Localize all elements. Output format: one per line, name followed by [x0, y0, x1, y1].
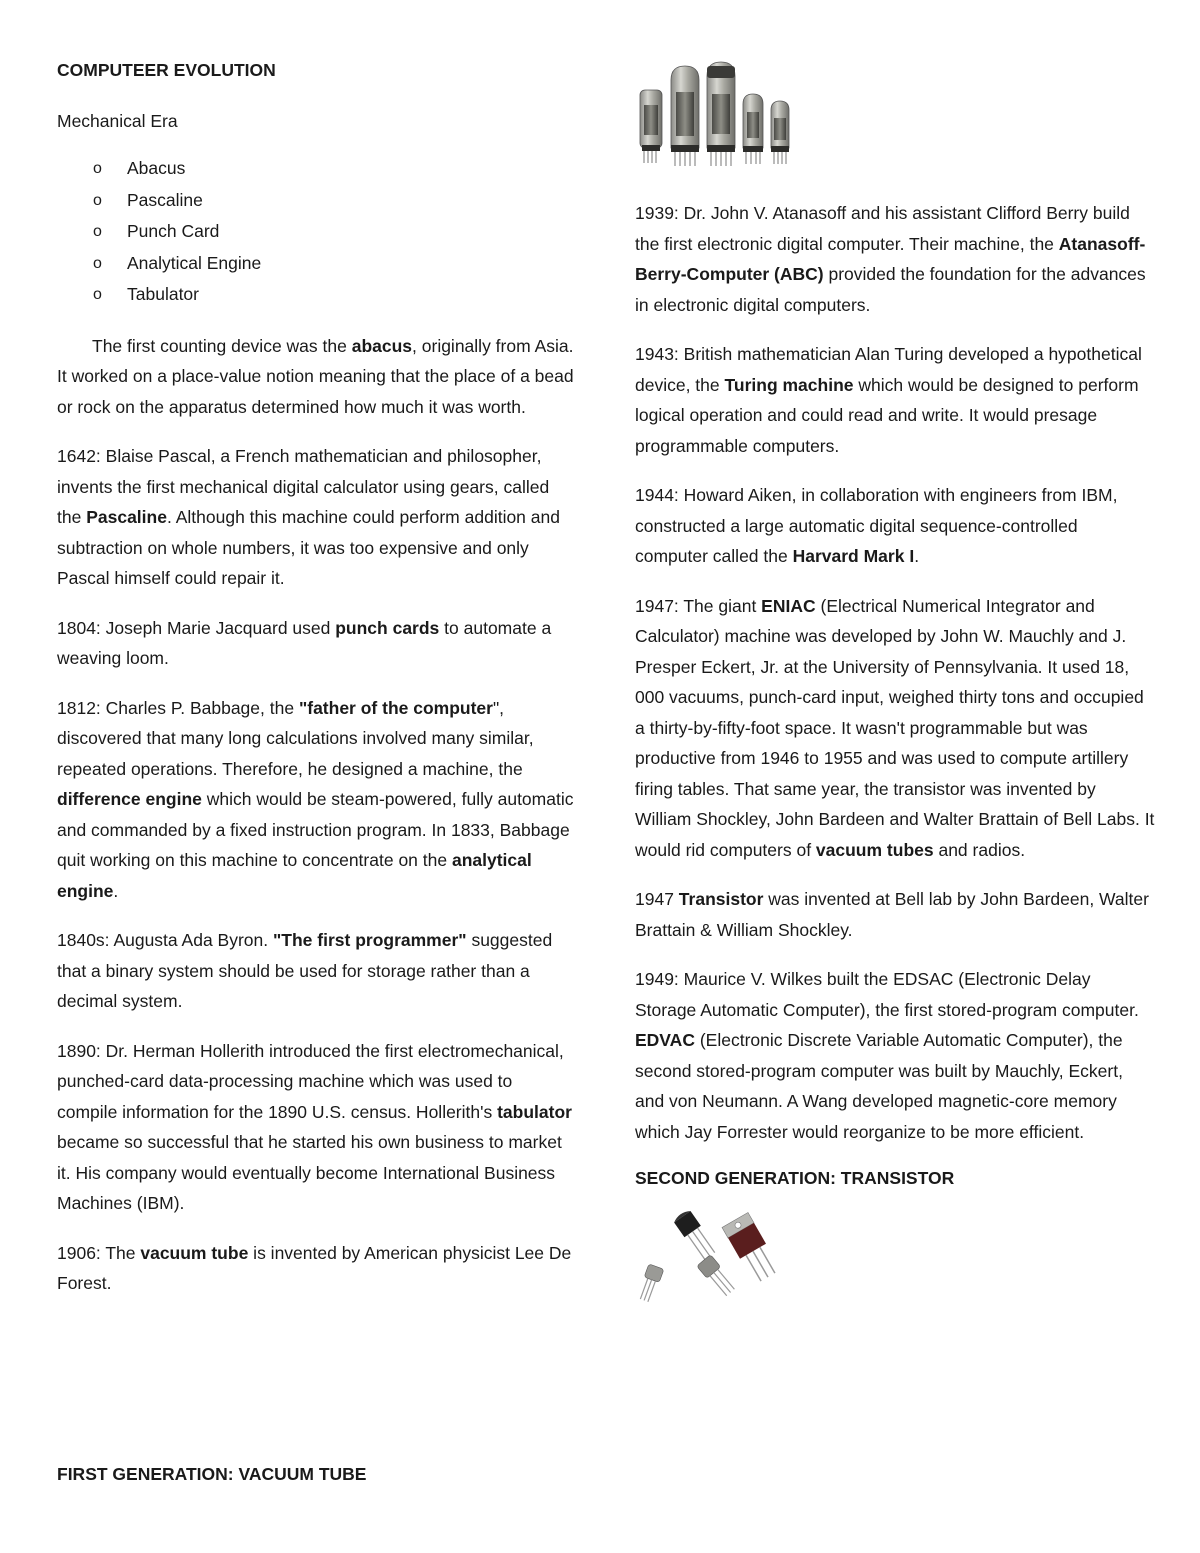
- bold-term: difference engine: [57, 789, 202, 809]
- transistor-1: [672, 1209, 718, 1262]
- timeline-paragraph-1812: [57, 693, 577, 907]
- text-run: 1947: [635, 889, 679, 909]
- list-item: o Abacus: [57, 153, 577, 185]
- timeline-paragraph-1947-transistor: [635, 884, 1155, 945]
- text-run: 1840s: Augusta Ada Byron.: [57, 930, 273, 950]
- bold-term: Pascaline: [86, 507, 167, 527]
- bold-term: abacus: [351, 335, 413, 356]
- timeline-paragraph-1642: [57, 441, 577, 594]
- timeline-paragraph-1890: [57, 1036, 577, 1219]
- vacuum-tube-3: [707, 62, 735, 166]
- text-run: became so successful that he started his own business to market it. His company would eventually become International Business Machines (IBM).: [57, 1132, 562, 1213]
- bold-term: Atanasoff-Berry-Computer (ABC): [635, 233, 1146, 284]
- vacuum-tube-1: [640, 90, 662, 163]
- text-run: which would be designed to perform logical operation and could read and write. It would presage programmable computers.: [635, 374, 1139, 456]
- timeline-paragraph-1943: [635, 339, 1155, 461]
- bold-term: punch cards: [335, 617, 440, 638]
- bold-term: "The first programmer": [273, 930, 467, 950]
- timeline-paragraph-1939: [635, 198, 1155, 320]
- vacuum-tube-4: [743, 94, 763, 164]
- timeline-paragraph-1840s: [57, 925, 577, 1017]
- text-run: 1890: Dr. Herman Hollerith introduced the first electromechanical, punched-card data-processing machine which was used to compile information for the 1890 U.S. census. Hollerith's: [57, 1040, 564, 1122]
- text-run: 1949: Maurice V. Wilkes built the EDSAC (Electronic Delay Storage Automatic Computer), the first stored-program computer.: [635, 969, 1139, 1020]
- timeline-paragraph-1906: [57, 1238, 577, 1299]
- text-run: ", discovered that many long calculations involved many similar, repeated operations. Therefore, he designed a machine, the: [57, 697, 534, 779]
- timeline-paragraph-1804: [57, 613, 577, 674]
- list-item: o Analytical Engine: [57, 248, 577, 280]
- vacuum-tube-2: [671, 66, 699, 166]
- timeline-paragraph-1949: [635, 964, 1155, 1147]
- list-item: o Pascaline: [57, 185, 577, 217]
- text-run: 1943: British mathematician Alan Turing developed a hypothetical device, the: [635, 344, 1142, 395]
- bullet-marker: o: [93, 191, 102, 209]
- bold-term: vacuum tubes: [815, 839, 934, 860]
- bullet-marker: o: [93, 286, 102, 303]
- timeline-paragraph-1944: [635, 480, 1155, 572]
- text-run: The first counting device was the: [92, 335, 352, 356]
- text-run: 1947: The giant: [635, 595, 762, 616]
- bold-term: "father of the computer: [298, 697, 493, 718]
- text-run: 1944: Howard Aiken, in collaboration with engineers from IBM, constructed a large automatic digital sequence-controlled computer called the: [635, 485, 1118, 566]
- transistor-2: [722, 1213, 781, 1285]
- bold-term: tabulator: [497, 1101, 572, 1122]
- era-heading: Mechanical Era: [57, 111, 178, 131]
- text-run: to automate a weaving loom.: [57, 617, 552, 668]
- list-item: o Tabulator: [57, 279, 577, 311]
- text-run: 1812: Charles P. Babbage, the: [57, 697, 299, 718]
- bold-term: Turing machine: [724, 374, 854, 395]
- second-generation-heading: SECOND GENERATION: TRANSISTOR: [635, 1168, 955, 1188]
- bold-term: Transistor: [678, 889, 764, 909]
- right-column: [635, 60, 1155, 1316]
- text-run: 1804: Joseph Marie Jacquard used: [57, 617, 336, 638]
- text-run: (Electronic Discrete Variable Automatic Computer), the second stored-program computer was built by Mauchly, Eckert, and von Neumann. A Wang developed magnetic-core memory which Jay Forrester would reorganize to be more efficient.: [635, 1030, 1123, 1142]
- bullet-marker: o: [93, 160, 102, 177]
- first-generation-heading: FIRST GENERATION: VACUUM TUBE: [57, 1464, 367, 1484]
- intro-paragraph: [57, 331, 577, 423]
- era-list: [57, 153, 577, 311]
- bold-term: ENIAC: [761, 595, 816, 616]
- text-run: 1939: Dr. John V. Atanasoff and his assistant Clifford Berry build the first electronic digital computer. Their machine, the: [635, 203, 1130, 254]
- text-run: .: [914, 546, 920, 566]
- bullet-marker: o: [93, 223, 102, 240]
- text-run: 1906: The: [57, 1242, 141, 1263]
- bold-term: Harvard Mark I: [792, 546, 915, 566]
- text-run: is invented by American physicist Lee De Forest.: [57, 1242, 572, 1293]
- bold-term: analytical engine: [57, 850, 532, 901]
- text-run: 1642: Blaise Pascal, a French mathematician and philosopher, invents the first mechanical digital calculator using gears, called the: [57, 446, 550, 527]
- timeline-paragraph-1947-eniac: [635, 591, 1155, 866]
- document-title: COMPUTEER EVOLUTION: [57, 60, 276, 80]
- transistors-image: [635, 1206, 785, 1316]
- text-run: was invented at Bell lab by John Bardeen, Walter Brattain & William Shockley.: [635, 889, 1149, 940]
- bullet-marker: o: [93, 254, 102, 272]
- list-item: o Punch Card: [57, 216, 577, 248]
- text-run: , originally from Asia. It worked on a place-value notion meaning that the place of a bead or rock on the apparatus determined how much it was worth.: [57, 335, 574, 417]
- text-run: provided the foundation for the advances in electronic digital computers.: [635, 264, 1146, 315]
- text-run: (Electrical Numerical Integrator and Calculator) machine was developed by John W. Mauchly and J. Presper Eckert, Jr. at the University of Pennsylvania. It used 18, 000 vacuums, punch-card input, weighed thirty tons and occupied a thirty-by-fifty-foot space. It wasn't programmable but was productive from 1946 to 1955 and was used to compute artillery firing tables. That same year, the transistor was invented by William Shockley, John Bardeen and Walter Brattain of Bell Labs. It would rid computers of: [635, 595, 1155, 860]
- transistor-3: [697, 1255, 738, 1299]
- text-run: and radios.: [933, 839, 1026, 860]
- text-run: . Although this machine could perform addition and subtraction on whole numbers, it was too expensive and only Pascal himself could repair it.: [57, 507, 560, 588]
- left-column: [57, 58, 577, 1318]
- vacuum-tubes-image: [635, 60, 805, 170]
- text-run: which would be steam-powered, fully automatic and commanded by a fixed instruction program. In 1833, Babbage quit working on this machine to concentrate on the: [57, 789, 574, 870]
- text-run: .: [113, 880, 119, 901]
- text-run: suggested that a binary system should be used for storage rather than a decimal system.: [57, 930, 553, 1011]
- bold-term: vacuum tube: [140, 1242, 249, 1263]
- vacuum-tube-5: [771, 101, 789, 164]
- transistor-4: [637, 1264, 664, 1303]
- bold-term: EDVAC: [635, 1030, 695, 1050]
